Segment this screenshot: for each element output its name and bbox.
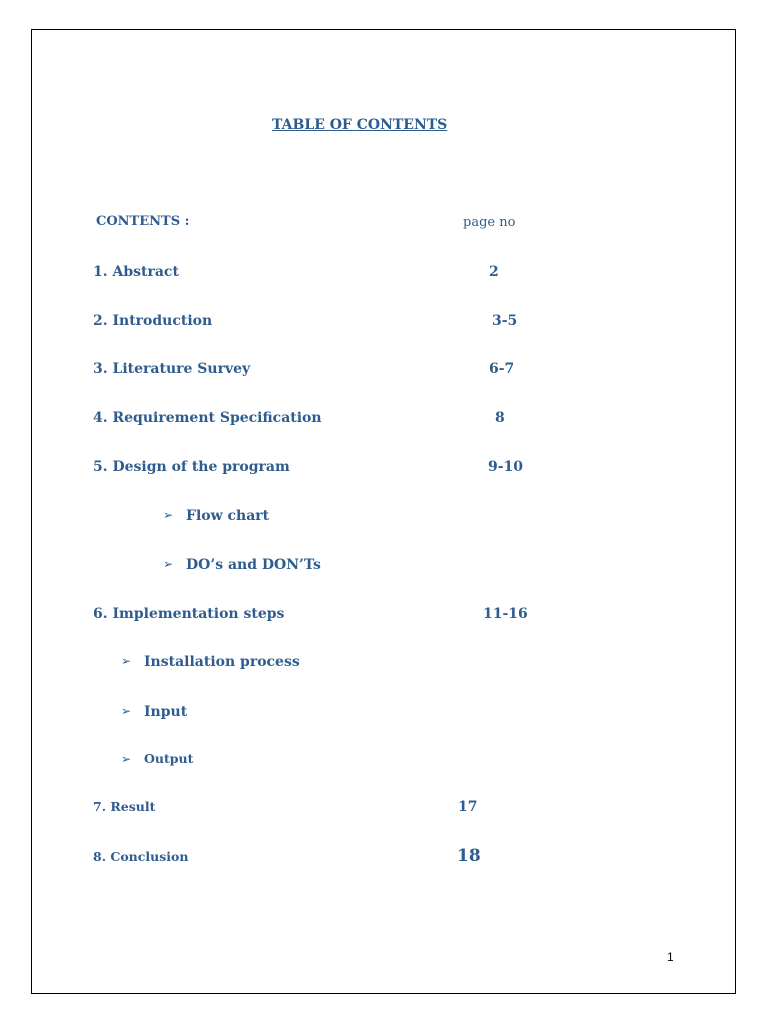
toc-entry-requirement-specification: 4. Requirement Specification [93,410,322,426]
toc-entry-conclusion: 8. Conclusion [93,849,189,864]
toc-page-requirement-specification: 8 [495,410,505,426]
toc-entry-result: 7. Result [93,799,156,814]
toc-page-result: 17 [458,799,478,815]
toc-page-literature-survey: 6-7 [489,361,515,377]
arrow-bullet-icon: ➢ [163,557,174,571]
toc-page-implementation-steps: 11-16 [483,606,528,622]
toc-entry-literature-survey: 3. Literature Survey [93,361,251,377]
page-number: 1 [667,950,674,964]
toc-entry-introduction: 2. Introduction [93,313,213,329]
contents-label: CONTENTS : [96,214,190,229]
arrow-bullet-icon: ➢ [163,508,174,522]
toc-subentry-dos-and-donts: DO’s and DON’Ts [186,557,321,573]
arrow-bullet-icon: ➢ [121,752,132,766]
toc-page-introduction: 3-5 [492,313,518,329]
page-no-label: page no [463,215,516,230]
toc-entry-abstract: 1. Abstract [93,264,179,280]
toc-page-abstract: 2 [489,264,499,280]
arrow-bullet-icon: ➢ [121,654,132,668]
toc-subentry-output: Output [144,751,194,766]
toc-entry-design: 5. Design of the program [93,459,290,475]
toc-title: TABLE OF CONTENTS [272,117,448,133]
toc-subentry-installation-process: Installation process [144,654,300,670]
toc-entry-implementation-steps: 6. Implementation steps [93,606,285,622]
toc-subentry-flow-chart: Flow chart [186,508,270,524]
arrow-bullet-icon: ➢ [121,704,132,718]
toc-page-design: 9-10 [488,459,524,475]
toc-page-conclusion: 18 [457,846,481,866]
toc-subentry-input: Input [144,704,188,720]
